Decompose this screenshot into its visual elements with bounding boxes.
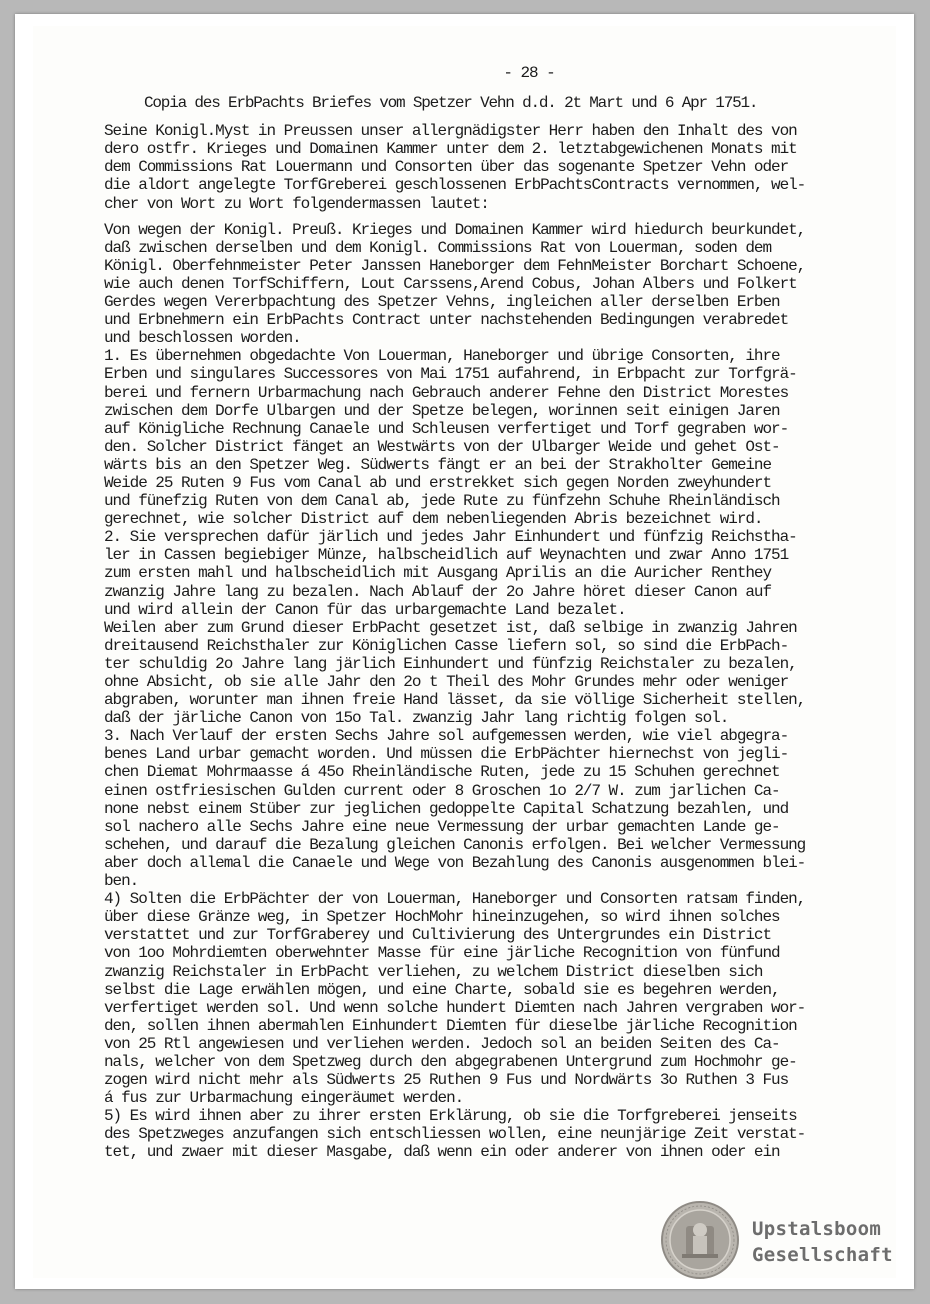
text-line: Von wegen der Konigl. Preuß. Krieges und Domainen Kammer wird hiedurch beurkundet,	[104, 220, 806, 239]
text-line: none nebst einem Stüber zur jeglichen gedoppelte Capital Schatzung bezahlen, und	[104, 799, 789, 818]
text-line: tet, und zwaer mit dieser Masgabe, daß wenn ein oder anderer von ihnen oder ein	[104, 1143, 780, 1162]
text-line: zwanzig Reichstaler in ErbPacht verliehen, zu welchem District dieselben sich	[104, 962, 763, 981]
watermark-line-1: Upstalsboom	[752, 1218, 882, 1240]
text-line: sol nachero alle Sechs Jahre eine neue Vermessung der urbar gemachten Lande ge-	[104, 817, 780, 836]
text-line: nals, welcher von dem Spetzweg durch den abgegrabenen Untergrund zum Hochmohr ge-	[104, 1052, 797, 1071]
upstalsboom-seal-icon	[660, 1200, 740, 1280]
text-line: ohne Absicht, ob sie alle Jahr den 2o t Theil des Mohr Grundes mehr oder weniger	[104, 673, 789, 691]
page-number: - 28 -	[503, 64, 555, 82]
text-line: verstattet und zur TorfGraberey und Cultivierung des Untergrundes ein District	[104, 926, 772, 945]
text-line: selbst die Lage erwählen mögen, und eine Charte, sobald sie es begehren werden,	[104, 980, 780, 999]
text-line: 1. Es übernehmen obgedachte Von Louerman, Haneborger und übrige Consorten, ihre	[104, 347, 780, 366]
text-line: auf Königliche Rechnung Canaele und Schleusen verfertiget und Torf gegraben wor-	[104, 419, 789, 438]
text-line: aber doch allemal die Canaele und Wege von Bezahlung des Canonis ausgenommen blei-	[104, 853, 806, 872]
text-line: berei und fernern Urbarmachung nach Gebrauch anderer Fehne den District Morestes	[104, 383, 789, 402]
document-body	[104, 64, 864, 1162]
text-line: die aldort angelegte TorfGreberei geschlossenen ErbPachtsContracts vernommen, wel-	[104, 176, 806, 195]
text-line: ter schuldig 2o Jahre lang järlich Einhundert und fünfzig Reichstaler zu bezalen,	[104, 654, 797, 673]
text-line: 2. Sie versprechen dafür järlich und jedes Jahr Einhundert und fünfzig Reichstha-	[104, 528, 797, 547]
text-line: von 1oo Mohrdiemten oberwehnter Masse für eine järliche Recognition von fünfund	[104, 944, 780, 963]
text-line: des Spetzweges anzufangen sich entschliessen wollen, eine neunjärige Zeit verstat-	[104, 1125, 806, 1144]
paragraph-intro	[104, 122, 864, 212]
text-line: und beschlossen worden.	[104, 329, 301, 348]
text-line: chen Diemat Mohrmaasse á 45o Rheinländische Ruten, jede zu 15 Schuhen gerechnet	[104, 763, 780, 782]
text-line: Gerdes wegen Vererbpachtung des Spetzer Vehns, ingleichen aller derselben Erben	[104, 293, 780, 312]
text-line: dem Commissions Rat Louermann und Consorten über das sogenante Spetzer Vehn oder	[104, 158, 789, 177]
text-line: abgraben, worunter man ihnen freie Hand lässet, da sie völlige Sicherheit stellen,	[104, 691, 806, 710]
text-line: einen ostfriesischen Gulden current oder 8 Groschen 1o 2/7 W. zum jarlichen Ca-	[104, 781, 780, 800]
text-line: cher von Wort zu Wort folgendermassen lautet:	[104, 194, 489, 213]
text-line: 4) Solten die ErbPächter der von Louerman, Haneborger und Consorten ratsam finden,	[104, 890, 806, 909]
text-line: den, sollen ihnen abermahlen Einhundert Diemten für dieselbe järliche Recognition	[104, 1016, 797, 1035]
watermark-line-2: Gesellschaft	[752, 1244, 893, 1266]
text-line: dero ostfr. Krieges und Domainen Kammer unter dem 2. letztabgewichenen Monats mit	[104, 140, 797, 159]
text-line: á fus zur Urbarmachung eingeräumet werden.	[104, 1089, 464, 1108]
text-line: und fünefzig Ruten von dem Canal ab, jede Rute zu fünfzehn Schuhe Rheinländisch	[104, 492, 780, 511]
text-line: schehen, und darauf die Bezalung gleichen Canonis erfolgen. Bei welcher Vermessung	[104, 835, 806, 854]
text-line: von 25 Rtl angewiesen und verliehen werden. Jedoch sol an beiden Seiten des Ca-	[104, 1034, 780, 1053]
text-line: Seine Konigl.Myst in Preussen unser allergnädigster Herr haben den Inhalt des von	[104, 122, 797, 141]
text-line: Weide 25 Ruten 9 Fus vom Canal ab und erstrekket sich gegen Norden zweyhundert	[104, 473, 772, 492]
text-line: benes Land urbar gemacht worden. Und müssen die ErbPächter hiernechst von jegli-	[104, 745, 789, 764]
text-line: wie auch denen TorfSchiffern, Lout Carssens,Arend Cobus, Johan Albers und Folkert	[104, 274, 797, 293]
text-line: Erben und singulares Successores von Mai 1751 aufahrend, in Erbpacht zur Torfgrä-	[104, 365, 797, 384]
text-line: und Erbnehmern ein ErbPachts Contract unter nachstehenden Bedingungen verabredet	[104, 311, 789, 330]
text-line: 3. Nach Verlauf der ersten Sechs Jahre sol aufgemessen werden, wie viel abgegra-	[104, 727, 789, 746]
text-line: Weilen aber zum Grund dieser ErbPacht gesetzet ist, daß selbige in zwanzig Jahren	[104, 618, 797, 637]
text-line: dreitausend Reichsthaler zur Königlichen Casse liefern sol, so sind die ErbPach-	[104, 636, 789, 655]
text-line: zogen wird nicht mehr als Südwerts 25 Ruthen 9 Fus und Nordwärts 3o Ruthen 3 Fus	[104, 1071, 789, 1090]
text-line: und wird allein der Canon für das urbargemachte Land bezalet.	[104, 600, 626, 619]
text-line: verfertiget werden sol. Und wenn solche hundert Diemten nach Jahren vergraben wor-	[104, 998, 806, 1017]
text-line: 5) Es wird ihnen aber zu ihrer ersten Erklärung, ob sie die Torfgreberei jenseits	[104, 1107, 797, 1126]
paragraph-contract	[104, 221, 864, 1162]
text-line: ben.	[104, 872, 139, 891]
text-line: zum ersten mahl und halbscheidlich mit Ausgang Aprilis an die Auricher Renthey	[104, 564, 772, 583]
text-line: zwanzig Jahre lang zu bezalen. Nach Ablauf der 2o Jahre höret dieser Canon auf	[104, 582, 772, 601]
text-line: daß der järliche Canon von 15o Tal. zwanzig Jahr lang richtig folgen sol.	[104, 709, 729, 728]
text-line: ler in Cassen begiebiger Münze, halbscheidlich auf Weynachten und zwar Anno 1751	[104, 546, 789, 565]
text-line: zwischen dem Dorfe Ulbargen und der Spetze belegen, worinnen seit einigen Jaren	[104, 401, 780, 420]
text-line: über diese Gränze weg, in Spetzer HochMohr hineinzugehen, so wird ihnen solches	[104, 908, 780, 927]
text-line: wärts bis an den Spetzer Weg. Südwerts fängt er an bei der Strakholter Gemeine	[104, 455, 772, 474]
text-line: den. Solcher District fänget an Westwärts von der Ulbarger Weide und gehet Ost-	[104, 437, 780, 456]
text-line: Königl. Oberfehnmeister Peter Janssen Haneborger dem FehnMeister Borchart Schoene,	[104, 256, 806, 275]
watermark-text	[752, 1216, 893, 1268]
text-line: gerechnet, wie solcher District auf dem nebenliegenden Abris bezeichnet wird.	[104, 510, 763, 529]
document-heading: Copia des ErbPachts Briefes vom Spetzer Vehn d.d. 2t Mart und 6 Apr 1751.	[144, 94, 758, 113]
text-line: daß zwischen derselben und dem Konigl. Commissions Rat von Louerman, soden dem	[104, 238, 772, 257]
